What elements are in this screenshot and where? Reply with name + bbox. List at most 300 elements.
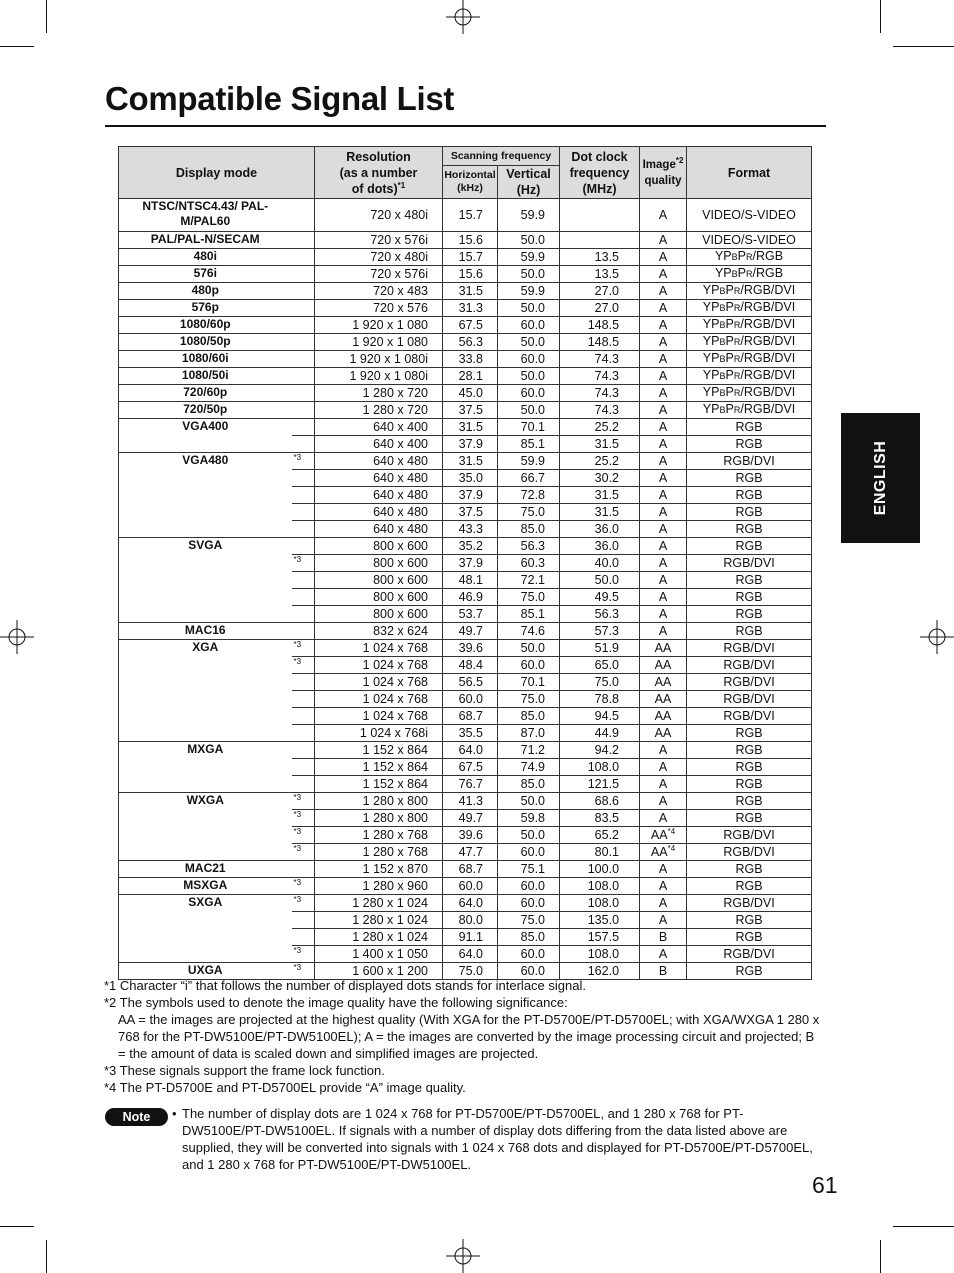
cell-resolution: 1 280 x 720 bbox=[315, 402, 443, 419]
cell-image-quality: A bbox=[640, 232, 687, 249]
cell-dot-clock: 36.0 bbox=[560, 538, 640, 555]
header-display-mode: Display mode bbox=[119, 147, 315, 199]
cell-horizontal-khz: 31.5 bbox=[443, 419, 498, 436]
header-vertical-unit: (Hz) bbox=[516, 183, 541, 197]
table-row bbox=[119, 878, 812, 895]
header-dot-clock-unit: (MHz) bbox=[582, 181, 617, 196]
header-resolution-sub2: of dots) bbox=[351, 181, 398, 196]
cell-display-mode: NTSC/NTSC4.43/ PAL-M/PAL60 bbox=[119, 199, 292, 232]
cell-resolution: 640 x 480 bbox=[315, 453, 443, 470]
cell-horizontal-khz: 80.0 bbox=[443, 912, 498, 929]
cell-format: RGB bbox=[687, 623, 812, 640]
cell-footnote-ref bbox=[292, 912, 315, 929]
header-image-quality bbox=[640, 147, 687, 199]
cell-footnote-ref bbox=[292, 368, 315, 385]
table-row bbox=[119, 266, 812, 283]
cell-vertical-hz: 60.0 bbox=[498, 657, 560, 674]
cell-image-quality: B bbox=[640, 929, 687, 946]
cell-format: RGB bbox=[687, 776, 812, 793]
table-row bbox=[119, 742, 812, 759]
cell-format: RGB bbox=[687, 861, 812, 878]
cell-dot-clock: 74.3 bbox=[560, 385, 640, 402]
cell-horizontal-khz: 64.0 bbox=[443, 895, 498, 912]
cell-resolution: 832 x 624 bbox=[315, 623, 443, 640]
cell-dot-clock: 148.5 bbox=[560, 334, 640, 351]
cell-horizontal-khz: 60.0 bbox=[443, 878, 498, 895]
cell-image-quality: B bbox=[640, 963, 687, 980]
cell-image-quality: A bbox=[640, 538, 687, 555]
cell-footnote-ref bbox=[292, 759, 315, 776]
header-horizontal bbox=[443, 166, 498, 199]
cell-dot-clock: 27.0 bbox=[560, 300, 640, 317]
cell-image-quality: A bbox=[640, 555, 687, 572]
table-row bbox=[119, 283, 812, 300]
cell-vertical-hz: 60.0 bbox=[498, 946, 560, 963]
cell-dot-clock: 31.5 bbox=[560, 487, 640, 504]
cell-footnote-ref bbox=[292, 470, 315, 487]
cell-footnote-ref bbox=[292, 538, 315, 555]
cell-vertical-hz: 85.0 bbox=[498, 776, 560, 793]
cell-display-mode: 480p bbox=[119, 283, 292, 300]
cell-horizontal-khz: 46.9 bbox=[443, 589, 498, 606]
cell-vertical-hz: 70.1 bbox=[498, 419, 560, 436]
cell-format: RGB bbox=[687, 436, 812, 453]
cell-resolution: 720 x 576i bbox=[315, 266, 443, 283]
cell-vertical-hz: 60.3 bbox=[498, 555, 560, 572]
cell-horizontal-khz: 75.0 bbox=[443, 963, 498, 980]
cell-horizontal-khz: 43.3 bbox=[443, 521, 498, 538]
header-horizontal-unit: (kHz) bbox=[457, 182, 483, 194]
cell-resolution: 1 920 x 1 080i bbox=[315, 368, 443, 385]
cell-footnote-ref bbox=[292, 232, 315, 249]
cell-dot-clock: 13.5 bbox=[560, 249, 640, 266]
cell-resolution: 640 x 480 bbox=[315, 521, 443, 538]
cell-dot-clock: 65.0 bbox=[560, 657, 640, 674]
cell-resolution: 800 x 600 bbox=[315, 589, 443, 606]
cell-resolution: 720 x 480i bbox=[315, 199, 443, 232]
cell-format: RGB bbox=[687, 572, 812, 589]
cell-image-quality: A bbox=[640, 419, 687, 436]
cell-dot-clock: 135.0 bbox=[560, 912, 640, 929]
table-row bbox=[119, 334, 812, 351]
cell-horizontal-khz: 76.7 bbox=[443, 776, 498, 793]
header-resolution-sub: (as a number bbox=[339, 165, 418, 180]
cell-resolution: 1 024 x 768 bbox=[315, 674, 443, 691]
cell-format: YPBPR/RGB bbox=[687, 266, 812, 283]
cell-dot-clock bbox=[560, 232, 640, 249]
cell-resolution: 1 152 x 864 bbox=[315, 742, 443, 759]
cell-footnote-ref bbox=[292, 606, 315, 623]
cell-horizontal-khz: 15.7 bbox=[443, 249, 498, 266]
cell-footnote-ref bbox=[292, 861, 315, 878]
table-row bbox=[119, 351, 812, 368]
cell-footnote-ref: *3 bbox=[292, 793, 315, 810]
cell-footnote-ref: *3 bbox=[292, 555, 315, 572]
cell-format: YPBPR/RGB/DVI bbox=[687, 334, 812, 351]
cell-dot-clock: 44.9 bbox=[560, 725, 640, 742]
cell-format: RGB bbox=[687, 929, 812, 946]
signal-table bbox=[118, 146, 812, 980]
cell-vertical-hz: 85.0 bbox=[498, 521, 560, 538]
cell-vertical-hz: 50.0 bbox=[498, 827, 560, 844]
cell-format: RGB bbox=[687, 504, 812, 521]
cell-format: RGB bbox=[687, 725, 812, 742]
crop-mark bbox=[880, 0, 881, 33]
cell-resolution: 640 x 480 bbox=[315, 487, 443, 504]
cell-resolution: 1 024 x 768 bbox=[315, 640, 443, 657]
table-row bbox=[119, 895, 812, 912]
cell-resolution: 1 600 x 1 200 bbox=[315, 963, 443, 980]
cell-vertical-hz: 60.0 bbox=[498, 385, 560, 402]
cell-format: RGB/DVI bbox=[687, 640, 812, 657]
cell-vertical-hz: 74.9 bbox=[498, 759, 560, 776]
cell-footnote-ref: *3 bbox=[292, 946, 315, 963]
cell-horizontal-khz: 68.7 bbox=[443, 861, 498, 878]
cell-image-quality: A bbox=[640, 759, 687, 776]
cell-image-quality: A bbox=[640, 385, 687, 402]
footnote-3: *3 These signals support the frame lock function. bbox=[104, 1063, 385, 1078]
cell-display-mode: SXGA bbox=[119, 895, 292, 963]
cell-vertical-hz: 75.0 bbox=[498, 912, 560, 929]
cell-footnote-ref bbox=[292, 623, 315, 640]
cell-image-quality: A bbox=[640, 487, 687, 504]
cell-vertical-hz: 70.1 bbox=[498, 674, 560, 691]
table-row bbox=[119, 623, 812, 640]
cell-format: RGB bbox=[687, 521, 812, 538]
cell-image-quality: A bbox=[640, 199, 687, 232]
cell-dot-clock: 83.5 bbox=[560, 810, 640, 827]
cell-footnote-ref bbox=[292, 436, 315, 453]
header-dot-clock-label: Dot clock bbox=[571, 149, 628, 164]
cell-horizontal-khz: 41.3 bbox=[443, 793, 498, 810]
cell-resolution: 1 280 x 800 bbox=[315, 810, 443, 827]
header-resolution bbox=[315, 147, 443, 199]
cell-footnote-ref bbox=[292, 351, 315, 368]
title-rule bbox=[105, 125, 826, 127]
cell-resolution: 1 920 x 1 080i bbox=[315, 351, 443, 368]
language-tab bbox=[841, 413, 920, 543]
header-dot-clock-sub: frequency bbox=[569, 165, 630, 180]
cell-vertical-hz: 50.0 bbox=[498, 402, 560, 419]
crop-mark bbox=[0, 1226, 34, 1227]
cell-horizontal-khz: 48.4 bbox=[443, 657, 498, 674]
cell-image-quality: AA$^{*4}$ bbox=[640, 844, 687, 861]
cell-vertical-hz: 59.8 bbox=[498, 810, 560, 827]
table-row bbox=[119, 317, 812, 334]
table-row bbox=[119, 249, 812, 266]
cell-format: YPBPR/RGB/DVI bbox=[687, 283, 812, 300]
cell-resolution: 800 x 600 bbox=[315, 572, 443, 589]
cell-footnote-ref bbox=[292, 742, 315, 759]
cell-display-mode: MSXGA bbox=[119, 878, 292, 895]
cell-image-quality: A bbox=[640, 912, 687, 929]
cell-dot-clock: 68.6 bbox=[560, 793, 640, 810]
cell-format: YPBPR/RGB/DVI bbox=[687, 300, 812, 317]
registration-mark-bottom bbox=[446, 1239, 480, 1273]
cell-resolution: 1 024 x 768 bbox=[315, 691, 443, 708]
cell-resolution: 720 x 480i bbox=[315, 249, 443, 266]
cell-vertical-hz: 85.1 bbox=[498, 606, 560, 623]
cell-dot-clock: 94.5 bbox=[560, 708, 640, 725]
table-row bbox=[119, 793, 812, 810]
cell-format: RGB bbox=[687, 759, 812, 776]
cell-horizontal-khz: 31.5 bbox=[443, 453, 498, 470]
cell-horizontal-khz: 15.7 bbox=[443, 199, 498, 232]
cell-vertical-hz: 60.0 bbox=[498, 895, 560, 912]
cell-footnote-ref bbox=[292, 199, 315, 232]
cell-format: RGB/DVI bbox=[687, 946, 812, 963]
cell-horizontal-khz: 37.9 bbox=[443, 555, 498, 572]
cell-footnote-ref bbox=[292, 929, 315, 946]
cell-vertical-hz: 60.0 bbox=[498, 317, 560, 334]
cell-format: RGB/DVI bbox=[687, 674, 812, 691]
cell-footnote-ref: *3 bbox=[292, 640, 315, 657]
cell-dot-clock: 50.0 bbox=[560, 572, 640, 589]
cell-dot-clock: 51.9 bbox=[560, 640, 640, 657]
header-resolution-label: Resolution bbox=[346, 149, 411, 164]
cell-footnote-ref: *3 bbox=[292, 895, 315, 912]
cell-format: RGB/DVI bbox=[687, 691, 812, 708]
note-badge: Note bbox=[105, 1108, 168, 1126]
crop-mark bbox=[893, 1226, 954, 1227]
cell-image-quality: A bbox=[640, 300, 687, 317]
cell-vertical-hz: 50.0 bbox=[498, 266, 560, 283]
cell-image-quality: A bbox=[640, 266, 687, 283]
registration-mark-right bbox=[920, 620, 954, 654]
cell-footnote-ref bbox=[292, 402, 315, 419]
cell-display-mode: VGA400 bbox=[119, 419, 292, 453]
cell-format: RGB bbox=[687, 487, 812, 504]
cell-footnote-ref bbox=[292, 589, 315, 606]
cell-dot-clock: 57.3 bbox=[560, 623, 640, 640]
cell-horizontal-khz: 48.1 bbox=[443, 572, 498, 589]
cell-resolution: 640 x 480 bbox=[315, 470, 443, 487]
cell-footnote-ref bbox=[292, 572, 315, 589]
cell-image-quality: AA bbox=[640, 691, 687, 708]
cell-format: VIDEO/S-VIDEO bbox=[687, 232, 812, 249]
cell-dot-clock: 100.0 bbox=[560, 861, 640, 878]
cell-vertical-hz: 75.1 bbox=[498, 861, 560, 878]
cell-dot-clock: 31.5 bbox=[560, 436, 640, 453]
cell-resolution: 1 152 x 864 bbox=[315, 776, 443, 793]
table-row bbox=[119, 232, 812, 249]
cell-vertical-hz: 59.9 bbox=[498, 283, 560, 300]
cell-horizontal-khz: 67.5 bbox=[443, 317, 498, 334]
cell-format: RGB/DVI bbox=[687, 895, 812, 912]
cell-dot-clock: 49.5 bbox=[560, 589, 640, 606]
cell-footnote-ref bbox=[292, 334, 315, 351]
crop-mark bbox=[0, 46, 34, 47]
cell-display-mode: MXGA bbox=[119, 742, 292, 793]
cell-resolution: 1 280 x 1 024 bbox=[315, 929, 443, 946]
cell-footnote-ref bbox=[292, 708, 315, 725]
cell-horizontal-khz: 37.5 bbox=[443, 504, 498, 521]
cell-footnote-ref bbox=[292, 300, 315, 317]
cell-display-mode: WXGA bbox=[119, 793, 292, 861]
cell-display-mode: 576i bbox=[119, 266, 292, 283]
cell-image-quality: A bbox=[640, 861, 687, 878]
cell-resolution: 640 x 400 bbox=[315, 419, 443, 436]
cell-image-quality: A bbox=[640, 776, 687, 793]
cell-resolution: 1 280 x 1 024 bbox=[315, 912, 443, 929]
cell-vertical-hz: 75.0 bbox=[498, 589, 560, 606]
cell-dot-clock: 74.3 bbox=[560, 351, 640, 368]
cell-display-mode: MAC16 bbox=[119, 623, 292, 640]
cell-display-mode: 576p bbox=[119, 300, 292, 317]
cell-dot-clock: 157.5 bbox=[560, 929, 640, 946]
cell-image-quality: AA bbox=[640, 708, 687, 725]
cell-dot-clock: 148.5 bbox=[560, 317, 640, 334]
note-text bbox=[172, 1105, 817, 1173]
cell-format: RGB/DVI bbox=[687, 708, 812, 725]
cell-resolution: 1 280 x 768 bbox=[315, 844, 443, 861]
table-row bbox=[119, 453, 812, 470]
table-row bbox=[119, 538, 812, 555]
header-dot-clock bbox=[560, 147, 640, 199]
cell-horizontal-khz: 47.7 bbox=[443, 844, 498, 861]
header-vertical bbox=[498, 166, 560, 199]
header-scanning: Scanning frequency bbox=[443, 147, 560, 166]
cell-horizontal-khz: 15.6 bbox=[443, 266, 498, 283]
cell-resolution: 800 x 600 bbox=[315, 555, 443, 572]
cell-dot-clock: 25.2 bbox=[560, 453, 640, 470]
cell-resolution: 1 024 x 768 bbox=[315, 657, 443, 674]
footnotes bbox=[104, 977, 824, 1096]
cell-image-quality: A bbox=[640, 810, 687, 827]
cell-horizontal-khz: 28.1 bbox=[443, 368, 498, 385]
header-vertical-label: Vertical bbox=[506, 167, 551, 181]
cell-image-quality: A bbox=[640, 453, 687, 470]
crop-mark bbox=[880, 1240, 881, 1273]
cell-footnote-ref bbox=[292, 691, 315, 708]
cell-image-quality: AA bbox=[640, 674, 687, 691]
cell-resolution: 1 920 x 1 080 bbox=[315, 317, 443, 334]
cell-image-quality: A bbox=[640, 351, 687, 368]
cell-vertical-hz: 50.0 bbox=[498, 232, 560, 249]
cell-image-quality: A bbox=[640, 895, 687, 912]
cell-footnote-ref bbox=[292, 776, 315, 793]
cell-format: RGB bbox=[687, 793, 812, 810]
cell-horizontal-khz: 64.0 bbox=[443, 946, 498, 963]
cell-dot-clock: 40.0 bbox=[560, 555, 640, 572]
cell-vertical-hz: 85.0 bbox=[498, 708, 560, 725]
cell-dot-clock: 13.5 bbox=[560, 266, 640, 283]
cell-format: RGB/DVI bbox=[687, 555, 812, 572]
cell-footnote-ref bbox=[292, 674, 315, 691]
cell-horizontal-khz: 53.7 bbox=[443, 606, 498, 623]
cell-format: RGB bbox=[687, 963, 812, 980]
cell-footnote-ref bbox=[292, 487, 315, 504]
cell-display-mode: PAL/PAL-N/SECAM bbox=[119, 232, 292, 249]
cell-image-quality: A bbox=[640, 504, 687, 521]
cell-vertical-hz: 59.9 bbox=[498, 453, 560, 470]
cell-format: RGB/DVI bbox=[687, 657, 812, 674]
crop-mark bbox=[46, 0, 47, 33]
cell-dot-clock: 27.0 bbox=[560, 283, 640, 300]
cell-image-quality: A bbox=[640, 946, 687, 963]
cell-image-quality: A bbox=[640, 283, 687, 300]
table-row bbox=[119, 300, 812, 317]
cell-format: RGB bbox=[687, 538, 812, 555]
cell-image-quality: A bbox=[640, 470, 687, 487]
footnote-4: *4 The PT-D5700E and PT-D5700EL provide “A” image quality. bbox=[104, 1080, 466, 1095]
cell-resolution: 1 280 x 768 bbox=[315, 827, 443, 844]
cell-format: RGB/DVI bbox=[687, 453, 812, 470]
cell-image-quality: AA bbox=[640, 657, 687, 674]
note-body: The number of display dots are 1 024 x 768 for PT-D5700E/PT-D5700EL, and 1 280 x 768 for PT-DW5100E/PT-DW5100EL. If signals with a number of display dots differing from the data listed above are supplied, they will be converted into signals with 1 024 x 768 dots and displayed for PT-D5700E/PT-D5700EL, and 1 280 x 768 for PT-DW5100E/PT-DW5100EL. bbox=[182, 1106, 813, 1172]
cell-resolution: 640 x 480 bbox=[315, 504, 443, 521]
cell-display-mode: XGA bbox=[119, 640, 292, 742]
cell-footnote-ref bbox=[292, 419, 315, 436]
page-number: 61 bbox=[812, 1172, 838, 1198]
cell-image-quality: A bbox=[640, 436, 687, 453]
cell-vertical-hz: 72.8 bbox=[498, 487, 560, 504]
cell-format: YPBPR/RGB/DVI bbox=[687, 368, 812, 385]
cell-dot-clock: 30.2 bbox=[560, 470, 640, 487]
cell-resolution: 800 x 600 bbox=[315, 538, 443, 555]
cell-footnote-ref: *3 bbox=[292, 657, 315, 674]
cell-dot-clock: 75.0 bbox=[560, 674, 640, 691]
header-resolution-ref: *1 bbox=[397, 180, 406, 190]
cell-dot-clock: 78.8 bbox=[560, 691, 640, 708]
cell-horizontal-khz: 39.6 bbox=[443, 640, 498, 657]
cell-horizontal-khz: 56.5 bbox=[443, 674, 498, 691]
cell-footnote-ref: *3 bbox=[292, 453, 315, 470]
table-row bbox=[119, 368, 812, 385]
cell-image-quality: A bbox=[640, 606, 687, 623]
page-title: Compatible Signal List bbox=[105, 80, 455, 117]
cell-horizontal-khz: 39.6 bbox=[443, 827, 498, 844]
cell-horizontal-khz: 37.9 bbox=[443, 487, 498, 504]
cell-display-mode: 480i bbox=[119, 249, 292, 266]
cell-horizontal-khz: 60.0 bbox=[443, 691, 498, 708]
table-row bbox=[119, 385, 812, 402]
cell-footnote-ref bbox=[292, 266, 315, 283]
cell-dot-clock: 108.0 bbox=[560, 946, 640, 963]
header-format: Format bbox=[687, 147, 812, 199]
cell-vertical-hz: 72.1 bbox=[498, 572, 560, 589]
cell-resolution: 1 400 x 1 050 bbox=[315, 946, 443, 963]
cell-format: YPBPR/RGB/DVI bbox=[687, 351, 812, 368]
cell-resolution: 1 024 x 768 bbox=[315, 708, 443, 725]
cell-image-quality: A bbox=[640, 521, 687, 538]
cell-horizontal-khz: 31.5 bbox=[443, 283, 498, 300]
cell-image-quality: A bbox=[640, 572, 687, 589]
cell-horizontal-khz: 68.7 bbox=[443, 708, 498, 725]
cell-format: RGB/DVI bbox=[687, 844, 812, 861]
footnote-2-body: AA = the images are projected at the highest quality (With XGA for the PT-D5700E/PT-D5700EL; with XGA/WXGA 1 280 x 768 for the PT-DW5100E/PT-DW5100EL); A = the images are converted by the image processing circuit and projected; B = the amount of data is scaled down and simplified images are projected. bbox=[118, 1012, 820, 1061]
cell-horizontal-khz: 35.0 bbox=[443, 470, 498, 487]
cell-dot-clock: 31.5 bbox=[560, 504, 640, 521]
cell-footnote-ref: *3 bbox=[292, 844, 315, 861]
cell-resolution: 720 x 483 bbox=[315, 283, 443, 300]
cell-vertical-hz: 56.3 bbox=[498, 538, 560, 555]
cell-footnote-ref: *3 bbox=[292, 963, 315, 980]
cell-image-quality: AA bbox=[640, 640, 687, 657]
cell-image-quality: A bbox=[640, 742, 687, 759]
cell-dot-clock: 108.0 bbox=[560, 878, 640, 895]
cell-footnote-ref bbox=[292, 283, 315, 300]
footnote-2: *2 The symbols used to denote the image quality have the following significance: bbox=[104, 995, 568, 1010]
cell-dot-clock: 25.2 bbox=[560, 419, 640, 436]
cell-vertical-hz: 60.0 bbox=[498, 351, 560, 368]
footnote-1: *1 Character “i” that follows the number of displayed dots stands for interlace signal. bbox=[104, 978, 586, 993]
cell-vertical-hz: 85.0 bbox=[498, 929, 560, 946]
cell-format: YPBPR/RGB/DVI bbox=[687, 402, 812, 419]
cell-horizontal-khz: 49.7 bbox=[443, 810, 498, 827]
cell-dot-clock: 56.3 bbox=[560, 606, 640, 623]
cell-horizontal-khz: 35.5 bbox=[443, 725, 498, 742]
